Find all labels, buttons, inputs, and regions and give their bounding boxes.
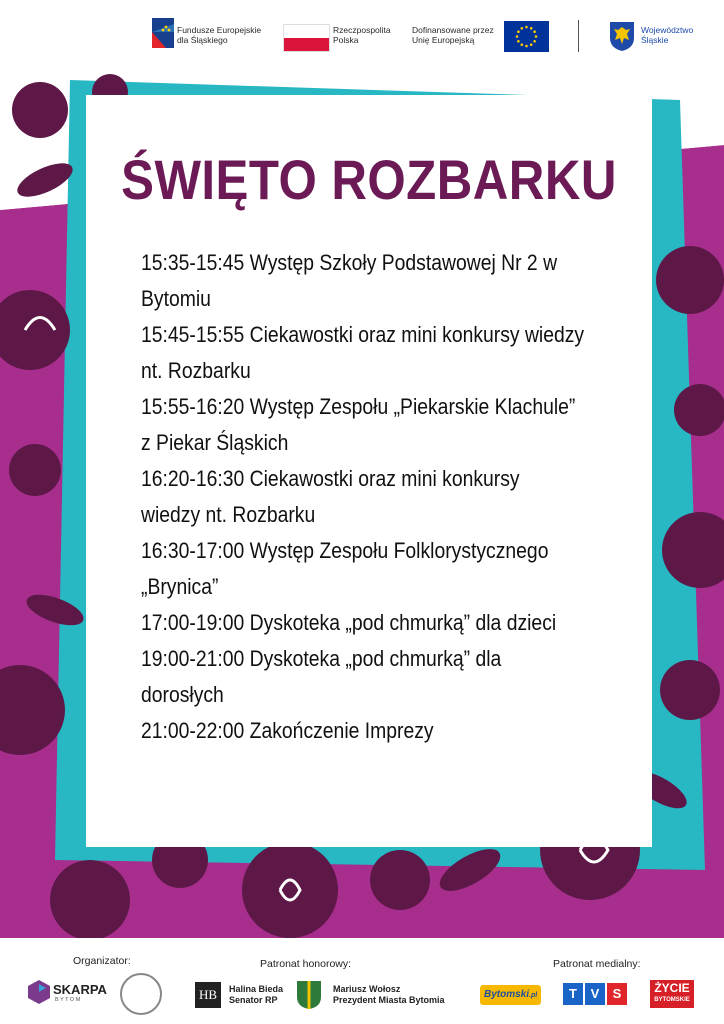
schedule-line: 15:55-16:20 Występ Zespołu „Piekarskie Klachule”: [141, 394, 576, 419]
rp-line-1: Rzeczpospolita: [333, 25, 391, 35]
person2-role: Prezydent Miasta Bytomia: [333, 995, 445, 1005]
tvs-logo: [563, 983, 627, 1005]
eu-line-2: Unię Europejską: [412, 35, 475, 45]
schedule-line: 21:00-22:00 Zakończenie Imprezy: [141, 718, 434, 743]
schedule-line: wiedzy nt. Rozbarku: [141, 502, 316, 527]
zycie-bytomskie-logo: [650, 980, 694, 1008]
sponsor-logo-bar: [0, 0, 724, 70]
person1-role: Senator RP: [229, 995, 278, 1005]
tvs-letter-v: V: [585, 983, 605, 1005]
poland-flag-icon: [283, 24, 330, 52]
schedule-line: 17:00-19:00 Dyskoteka „pod chmurką” dla dzieci: [141, 610, 557, 635]
schedule-line: 16:20-16:30 Ciekawostki oraz mini konkursy: [141, 466, 520, 491]
organizer-label: Organizator:: [73, 955, 131, 967]
person1-name: Halina Bieda: [229, 984, 284, 994]
bytomski-text: Bytomski: [484, 989, 530, 1000]
program-card: [86, 95, 652, 847]
media-label: Patronat medialny:: [553, 958, 641, 970]
skarpa-text: SKARPA: [53, 982, 107, 997]
page-title: ŚWIĘTO ROZBARKU: [121, 148, 617, 211]
person2-name: Mariusz Wołosz: [333, 984, 401, 994]
schedule-line: 15:35-15:45 Występ Szkoły Podstawowej Nr 2 w: [141, 250, 558, 275]
poster: [0, 70, 724, 938]
funds-line-2: dla Śląskiego: [177, 35, 228, 45]
eu-flag-icon: [504, 21, 549, 52]
schedule-line: 19:00-21:00 Dyskoteka „pod chmurką” dla: [141, 646, 502, 671]
bytom-crest-icon: [296, 980, 322, 1010]
silesia-eagle-icon: [608, 20, 636, 52]
schedule-line: nt. Rozbarku: [141, 358, 251, 383]
bytomski-pl: .pl: [529, 992, 538, 999]
zycie-line-2: BYTOMSKIE: [654, 997, 690, 1003]
schedule-list: [141, 245, 631, 749]
rp-line-2: Polska: [333, 35, 359, 45]
schedule-line: dorosłych: [141, 682, 224, 707]
rozbark-seal-icon: [120, 973, 162, 1015]
schedule-line: „Brynica”: [141, 574, 219, 599]
skarpa-logo-icon: [28, 980, 50, 1004]
schedule-line: 16:30-17:00 Występ Zespołu Folklorystycznego: [141, 538, 549, 563]
schedule-line: z Piekar Śląskich: [141, 430, 289, 455]
schedule-line: 15:45-15:55 Ciekawostki oraz mini konkursy wiedzy: [141, 322, 585, 347]
eu-line-1: Dofinansowane przez: [412, 25, 494, 35]
tvs-letter-t: T: [563, 983, 583, 1005]
tvs-letter-s: S: [607, 983, 627, 1005]
schedule-line: Bytomiu: [141, 286, 211, 311]
honor-label: Patronat honorowy:: [260, 958, 352, 970]
region-line-2: Śląskie: [641, 35, 669, 45]
eu-funds-logo: [152, 18, 174, 48]
region-line-1: Województwo: [641, 25, 694, 35]
hb-logo: HB: [195, 982, 221, 1008]
bytomski-logo: [480, 985, 541, 1005]
skarpa-sub: B Y T O M: [55, 997, 81, 1003]
footer: [0, 938, 724, 1024]
divider: [578, 20, 579, 52]
funds-line-1: Fundusze Europejskie: [177, 25, 262, 35]
zycie-line-1: ŻYCIE: [654, 981, 690, 995]
